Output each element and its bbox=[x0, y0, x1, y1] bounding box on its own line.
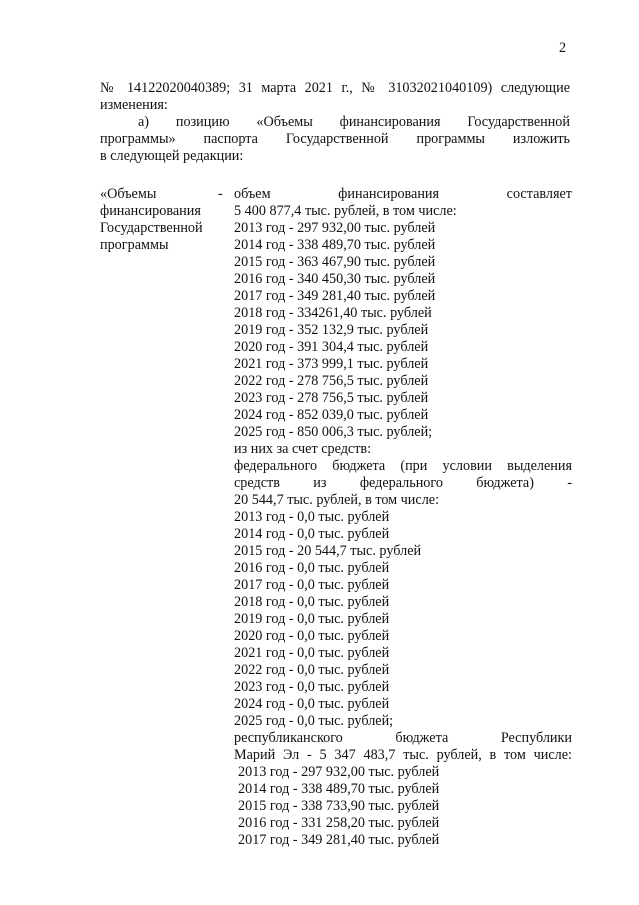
funding-description bbox=[234, 186, 572, 849]
year-amount-line: 2015 год - 338 733,90 тыс. рублей bbox=[238, 798, 440, 814]
republic-line: республиканского бюджета Республики bbox=[234, 730, 572, 746]
year-amount-line: 2015 год - 363 467,90 тыс. рублей bbox=[234, 254, 436, 270]
year-amount-line: 2018 год - 0,0 тыс. рублей bbox=[234, 594, 390, 610]
page-number: 2 bbox=[559, 40, 567, 56]
total-years-list bbox=[234, 220, 572, 441]
position-title-line: финансирования bbox=[100, 203, 201, 219]
dash-separator: - bbox=[218, 186, 223, 202]
year-amount-line: 2013 год - 0,0 тыс. рублей bbox=[234, 509, 390, 525]
year-amount-line: 2020 год - 0,0 тыс. рублей bbox=[234, 628, 390, 644]
year-amount-line: 2024 год - 852 039,0 тыс. рублей bbox=[234, 407, 429, 423]
year-amount-line: 2014 год - 338 489,70 тыс. рублей bbox=[238, 781, 440, 797]
year-amount-line: 2013 год - 297 932,00 тыс. рублей bbox=[238, 764, 440, 780]
federal-years-list bbox=[234, 509, 572, 730]
position-title-line: программы bbox=[100, 237, 169, 253]
funding-total-line: объем финансирования составляет bbox=[234, 186, 572, 202]
year-amount-line: 2014 год - 338 489,70 тыс. рублей bbox=[234, 237, 436, 253]
year-amount-line: 2016 год - 0,0 тыс. рублей bbox=[234, 560, 390, 576]
year-amount-line: 2021 год - 373 999,1 тыс. рублей bbox=[234, 356, 429, 372]
year-amount-line: 2014 год - 0,0 тыс. рублей bbox=[234, 526, 390, 542]
year-amount-line: 2025 год - 850 006,3 тыс. рублей; bbox=[234, 424, 433, 440]
funding-total-line: 5 400 877,4 тыс. рублей, в том числе: bbox=[234, 203, 457, 219]
federal-line: средств из федерального бюджета) - bbox=[234, 475, 572, 491]
intro-line: в следующей редакции: bbox=[100, 148, 244, 164]
year-amount-line: 2019 год - 0,0 тыс. рублей bbox=[234, 611, 390, 627]
intro-paragraph bbox=[100, 80, 570, 165]
federal-line: федерального бюджета (при условии выделения bbox=[234, 458, 572, 474]
intro-line: изменения: bbox=[100, 97, 168, 113]
position-title-line: «Объемы bbox=[100, 186, 157, 202]
year-amount-line: 2016 год - 340 450,30 тыс. рублей bbox=[234, 271, 436, 287]
year-amount-line: 2017 год - 349 281,40 тыс. рублей bbox=[234, 288, 436, 304]
year-amount-line: 2017 год - 0,0 тыс. рублей bbox=[234, 577, 390, 593]
year-amount-line: 2013 год - 297 932,00 тыс. рублей bbox=[234, 220, 436, 236]
year-amount-line: 2015 год - 20 544,7 тыс. рублей bbox=[234, 543, 422, 559]
year-amount-line: 2018 год - 334261,40 тыс. рублей bbox=[234, 305, 432, 321]
position-title-line: Государственной bbox=[100, 220, 203, 236]
federal-line: 20 544,7 тыс. рублей, в том числе: bbox=[234, 492, 440, 508]
sources-label: из них за счет средств: bbox=[234, 441, 372, 457]
year-amount-line: 2016 год - 331 258,20 тыс. рублей bbox=[238, 815, 440, 831]
intro-line: № 14122020040389; 31 марта 2021 г., № 31032021040109) следующие bbox=[100, 80, 570, 96]
year-amount-line: 2023 год - 278 756,5 тыс. рублей bbox=[234, 390, 429, 406]
year-amount-line: 2024 год - 0,0 тыс. рублей bbox=[234, 696, 390, 712]
year-amount-line: 2020 год - 391 304,4 тыс. рублей bbox=[234, 339, 429, 355]
republic-line: Марий Эл - 5 347 483,7 тыс. рублей, в том числе: bbox=[234, 747, 572, 763]
year-amount-line: 2022 год - 0,0 тыс. рублей bbox=[234, 662, 390, 678]
republic-years-list bbox=[234, 764, 572, 849]
position-title bbox=[100, 186, 225, 254]
intro-line: программы» паспорта Государственной программы изложить bbox=[100, 131, 570, 147]
year-amount-line: 2019 год - 352 132,9 тыс. рублей bbox=[234, 322, 429, 338]
year-amount-line: 2023 год - 0,0 тыс. рублей bbox=[234, 679, 390, 695]
year-amount-line: 2022 год - 278 756,5 тыс. рублей bbox=[234, 373, 429, 389]
year-amount-line: 2025 год - 0,0 тыс. рублей; bbox=[234, 713, 394, 729]
intro-line: а) позицию «Объемы финансирования Государственной bbox=[138, 114, 570, 130]
year-amount-line: 2017 год - 349 281,40 тыс. рублей bbox=[238, 832, 440, 848]
year-amount-line: 2021 год - 0,0 тыс. рублей bbox=[234, 645, 390, 661]
